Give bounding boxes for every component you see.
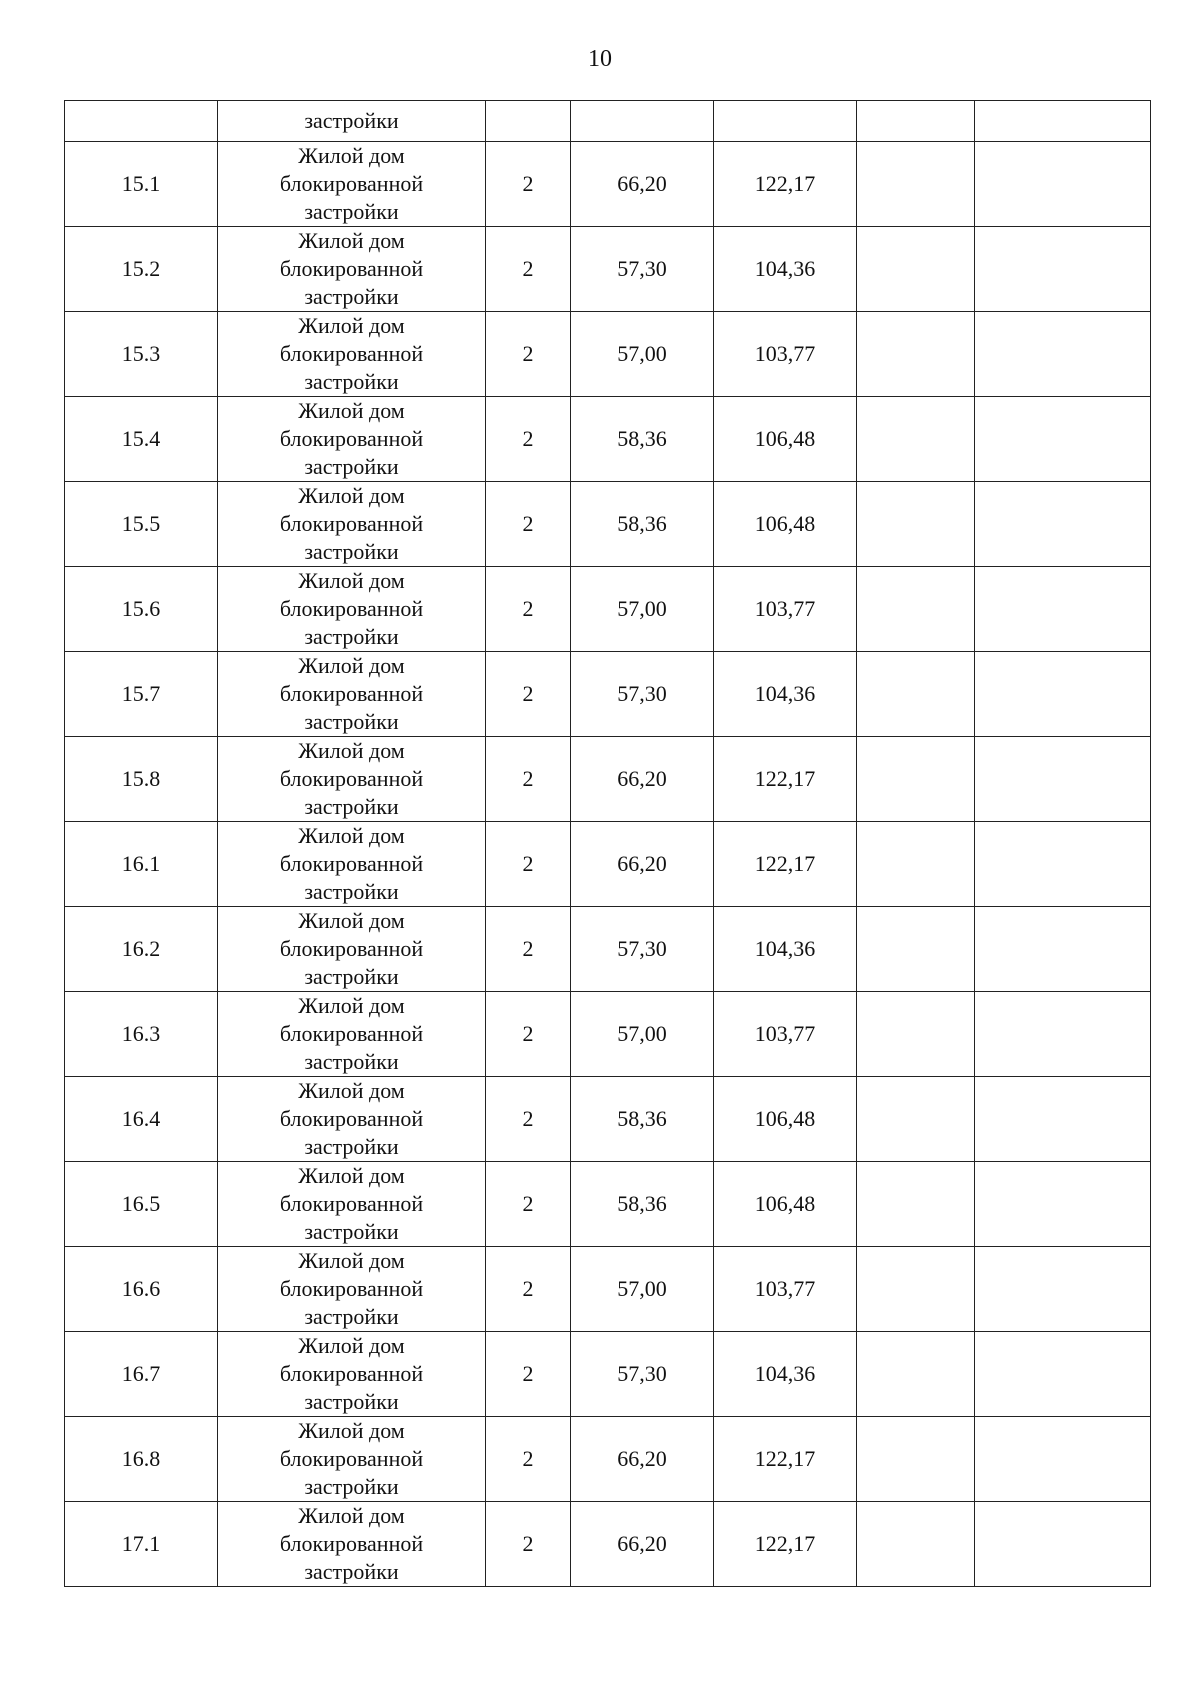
cell-empty-2 — [975, 312, 1151, 397]
cell-name-line: Жилой дом — [298, 1163, 405, 1188]
cell-area1: 66,20 — [571, 142, 714, 227]
cell-name-line: Жилой дом — [298, 1078, 405, 1103]
cell-name — [218, 227, 486, 312]
table-body — [65, 101, 1151, 1587]
cell-empty-2 — [975, 992, 1151, 1077]
cell-area1: 57,30 — [571, 227, 714, 312]
cell-id: 16.1 — [65, 822, 218, 907]
cell-name-line: Жилой дом — [298, 1418, 405, 1443]
table-row — [65, 1247, 1151, 1332]
cell-name-line: застройки — [304, 964, 399, 989]
table-row — [65, 1077, 1151, 1162]
cell-area1: 66,20 — [571, 822, 714, 907]
cell-empty-1 — [857, 482, 975, 567]
cell-area1: 66,20 — [571, 1417, 714, 1502]
cell-floors: 2 — [486, 1332, 571, 1417]
cell-area1: 58,36 — [571, 1077, 714, 1162]
table-row — [65, 482, 1151, 567]
cell-empty-2 — [975, 227, 1151, 312]
cell-name-line: блокированной — [279, 426, 424, 451]
cell-name-line: застройки — [304, 284, 399, 309]
cell-name-line: блокированной — [279, 341, 424, 366]
cell-id: 15.8 — [65, 737, 218, 822]
cell-name-line: блокированной — [279, 681, 424, 706]
cell-name-line: застройки — [304, 454, 399, 479]
cell-name-line: Жилой дом — [298, 1333, 405, 1358]
cell-name — [218, 397, 486, 482]
cell-empty-1 — [857, 652, 975, 737]
cell-floors: 2 — [486, 992, 571, 1077]
cell-name-line: застройки — [304, 1389, 399, 1414]
table-row — [65, 822, 1151, 907]
cell-name — [218, 567, 486, 652]
cell-name-line: застройки — [304, 879, 399, 904]
cell-name-line: блокированной — [279, 171, 424, 196]
cell-name-line: блокированной — [279, 1361, 424, 1386]
cell-name-line: застройки — [304, 1134, 399, 1159]
cell-area1: 58,36 — [571, 397, 714, 482]
cell-floors: 2 — [486, 142, 571, 227]
cell-area2: 104,36 — [714, 1332, 857, 1417]
table-row — [65, 907, 1151, 992]
cell-name-line: блокированной — [279, 256, 424, 281]
cell-floors: 2 — [486, 397, 571, 482]
table-row — [65, 992, 1151, 1077]
cell-name — [218, 652, 486, 737]
table-row — [65, 737, 1151, 822]
cell-empty-2 — [975, 1077, 1151, 1162]
cell-floors: 2 — [486, 312, 571, 397]
cell-name-line: Жилой дом — [298, 823, 405, 848]
cell-id: 15.4 — [65, 397, 218, 482]
cell-name — [218, 1077, 486, 1162]
cell-name-line: застройки — [304, 199, 399, 224]
cell-area2: 106,48 — [714, 397, 857, 482]
cell-floors: 2 — [486, 1162, 571, 1247]
cell-empty-2 — [975, 822, 1151, 907]
cell-empty-2 — [975, 1502, 1151, 1587]
cell-area2 — [714, 101, 857, 142]
cell-empty-1 — [857, 142, 975, 227]
cell-name-line: застройки — [304, 108, 399, 133]
cell-name-line: Жилой дом — [298, 1503, 405, 1528]
cell-area1: 66,20 — [571, 1502, 714, 1587]
cell-area2: 122,17 — [714, 737, 857, 822]
cell-id: 15.7 — [65, 652, 218, 737]
cell-name-line: блокированной — [279, 1446, 424, 1471]
cell-name — [218, 1502, 486, 1587]
cell-name — [218, 1247, 486, 1332]
cell-area2: 103,77 — [714, 567, 857, 652]
cell-id: 16.5 — [65, 1162, 218, 1247]
cell-name-line: застройки — [304, 369, 399, 394]
cell-id: 15.3 — [65, 312, 218, 397]
cell-name-line: застройки — [304, 1559, 399, 1584]
cell-empty-2 — [975, 1417, 1151, 1502]
cell-floors: 2 — [486, 1417, 571, 1502]
table-row — [65, 1162, 1151, 1247]
buildings-table — [64, 100, 1151, 1587]
cell-area1 — [571, 101, 714, 142]
cell-name-line: Жилой дом — [298, 1248, 405, 1273]
cell-name-line: застройки — [304, 1304, 399, 1329]
cell-name — [218, 992, 486, 1077]
cell-name-line: блокированной — [279, 1276, 424, 1301]
cell-id: 17.1 — [65, 1502, 218, 1587]
cell-floors: 2 — [486, 1247, 571, 1332]
cell-name-line: застройки — [304, 709, 399, 734]
cell-empty-2 — [975, 142, 1151, 227]
cell-floors — [486, 101, 571, 142]
cell-empty-2 — [975, 482, 1151, 567]
cell-id: 15.5 — [65, 482, 218, 567]
cell-area1: 57,00 — [571, 1247, 714, 1332]
cell-area2: 122,17 — [714, 1417, 857, 1502]
cell-area2: 122,17 — [714, 142, 857, 227]
cell-floors: 2 — [486, 652, 571, 737]
cell-floors: 2 — [486, 1077, 571, 1162]
cell-name-line: блокированной — [279, 1531, 424, 1556]
cell-name-line: Жилой дом — [298, 653, 405, 678]
cell-id: 15.1 — [65, 142, 218, 227]
cell-id: 15.6 — [65, 567, 218, 652]
cell-name-line: Жилой дом — [298, 568, 405, 593]
cell-empty-1 — [857, 1332, 975, 1417]
cell-name — [218, 482, 486, 567]
cell-floors: 2 — [486, 482, 571, 567]
cell-floors: 2 — [486, 1502, 571, 1587]
cell-area2: 104,36 — [714, 227, 857, 312]
cell-floors: 2 — [486, 907, 571, 992]
cell-name-line: застройки — [304, 794, 399, 819]
cell-area1: 57,30 — [571, 652, 714, 737]
table-row — [65, 1332, 1151, 1417]
cell-name — [218, 907, 486, 992]
cell-area1: 58,36 — [571, 1162, 714, 1247]
table-row — [65, 312, 1151, 397]
cell-floors: 2 — [486, 227, 571, 312]
table-row — [65, 227, 1151, 312]
cell-area1: 58,36 — [571, 482, 714, 567]
cell-empty-1 — [857, 567, 975, 652]
cell-empty-2 — [975, 567, 1151, 652]
cell-area2: 122,17 — [714, 822, 857, 907]
cell-id: 16.6 — [65, 1247, 218, 1332]
cell-area2: 122,17 — [714, 1502, 857, 1587]
cell-area1: 66,20 — [571, 737, 714, 822]
cell-area1: 57,00 — [571, 312, 714, 397]
cell-area2: 103,77 — [714, 992, 857, 1077]
cell-name-line: блокированной — [279, 936, 424, 961]
cell-name-line: блокированной — [279, 511, 424, 536]
cell-area2: 106,48 — [714, 1077, 857, 1162]
cell-empty-1 — [857, 312, 975, 397]
cell-area1: 57,30 — [571, 907, 714, 992]
cell-floors: 2 — [486, 822, 571, 907]
cell-name-line: застройки — [304, 539, 399, 564]
cell-empty-1 — [857, 101, 975, 142]
cell-id — [65, 101, 218, 142]
cell-name-line: застройки — [304, 1219, 399, 1244]
cell-area2: 104,36 — [714, 907, 857, 992]
cell-id: 16.3 — [65, 992, 218, 1077]
table-row — [65, 567, 1151, 652]
cell-name-line: Жилой дом — [298, 908, 405, 933]
cell-empty-2 — [975, 1162, 1151, 1247]
cell-area1: 57,00 — [571, 567, 714, 652]
cell-name-line: застройки — [304, 624, 399, 649]
cell-id: 15.2 — [65, 227, 218, 312]
cell-name — [218, 101, 486, 142]
cell-name-line: застройки — [304, 1049, 399, 1074]
cell-name — [218, 822, 486, 907]
cell-area1: 57,00 — [571, 992, 714, 1077]
table-row — [65, 397, 1151, 482]
cell-empty-2 — [975, 101, 1151, 142]
cell-name — [218, 312, 486, 397]
cell-name-line: блокированной — [279, 851, 424, 876]
cell-name-line: Жилой дом — [298, 228, 405, 253]
table-row-continuation — [65, 101, 1151, 142]
cell-name — [218, 1332, 486, 1417]
cell-empty-1 — [857, 992, 975, 1077]
table-row — [65, 652, 1151, 737]
cell-id: 16.2 — [65, 907, 218, 992]
cell-floors: 2 — [486, 567, 571, 652]
cell-area2: 106,48 — [714, 482, 857, 567]
cell-area2: 103,77 — [714, 1247, 857, 1332]
cell-name-line: блокированной — [279, 596, 424, 621]
cell-name — [218, 1417, 486, 1502]
cell-empty-2 — [975, 907, 1151, 992]
cell-name-line: Жилой дом — [298, 738, 405, 763]
cell-empty-2 — [975, 1332, 1151, 1417]
cell-empty-1 — [857, 227, 975, 312]
cell-name-line: блокированной — [279, 1106, 424, 1131]
cell-empty-1 — [857, 1502, 975, 1587]
cell-name-line: застройки — [304, 1474, 399, 1499]
cell-name-line: Жилой дом — [298, 398, 405, 423]
cell-name — [218, 142, 486, 227]
cell-empty-1 — [857, 1077, 975, 1162]
cell-name-line: Жилой дом — [298, 313, 405, 338]
cell-empty-2 — [975, 1247, 1151, 1332]
cell-empty-1 — [857, 1417, 975, 1502]
cell-name-line: Жилой дом — [298, 993, 405, 1018]
cell-name — [218, 1162, 486, 1247]
table-row — [65, 1502, 1151, 1587]
cell-area1: 57,30 — [571, 1332, 714, 1417]
cell-area2: 104,36 — [714, 652, 857, 737]
cell-empty-1 — [857, 397, 975, 482]
cell-name-line: Жилой дом — [298, 483, 405, 508]
cell-empty-2 — [975, 397, 1151, 482]
cell-empty-1 — [857, 1247, 975, 1332]
cell-empty-1 — [857, 737, 975, 822]
cell-empty-1 — [857, 907, 975, 992]
cell-floors: 2 — [486, 737, 571, 822]
cell-id: 16.8 — [65, 1417, 218, 1502]
cell-empty-2 — [975, 737, 1151, 822]
cell-name-line: блокированной — [279, 1021, 424, 1046]
cell-id: 16.4 — [65, 1077, 218, 1162]
cell-empty-1 — [857, 822, 975, 907]
cell-area2: 106,48 — [714, 1162, 857, 1247]
cell-empty-2 — [975, 652, 1151, 737]
cell-area2: 103,77 — [714, 312, 857, 397]
page-number: 10 — [588, 46, 612, 72]
table-row — [65, 1417, 1151, 1502]
cell-name-line: Жилой дом — [298, 143, 405, 168]
cell-empty-1 — [857, 1162, 975, 1247]
cell-name — [218, 737, 486, 822]
cell-name-line: блокированной — [279, 766, 424, 791]
cell-name-line: блокированной — [279, 1191, 424, 1216]
table-row — [65, 142, 1151, 227]
cell-id: 16.7 — [65, 1332, 218, 1417]
